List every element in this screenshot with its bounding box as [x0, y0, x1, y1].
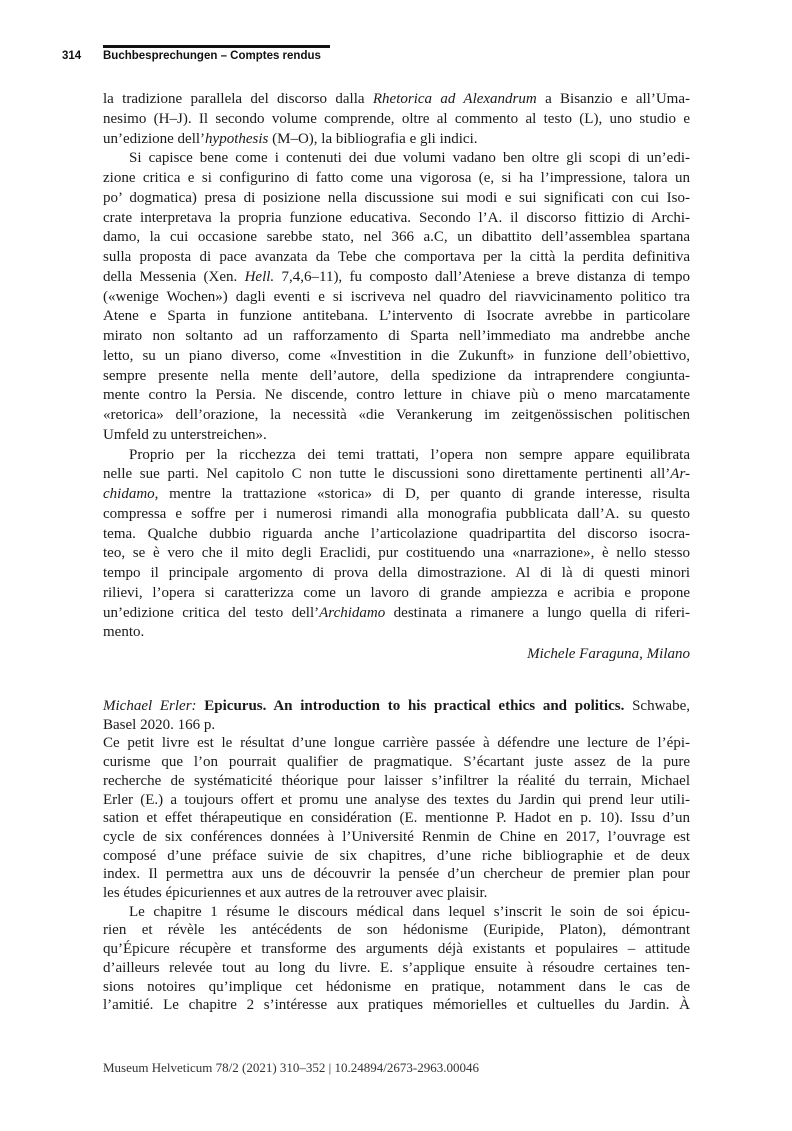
text-run: Umfeld zu unterstreichen».: [103, 426, 267, 443]
text-run: recherche de systématicité théorique pour laisser s’infiltrer la réalité du terrain, Michael: [103, 772, 690, 789]
text-run: a Bisanzio e all’Uma-: [536, 91, 690, 107]
text-run: («wenige Wochen») dagli eventi e si iscriveva nel quadro del riavvicinamento politico tra: [103, 288, 690, 305]
text-line: [103, 327, 690, 347]
text-line: [103, 716, 690, 735]
text-line: [103, 386, 690, 406]
text-line: [103, 485, 690, 505]
section-title: Buchbesprechungen – Comptes rendus: [103, 50, 321, 62]
text-run: po’ dogmatica) presa di posizione nella discussione sui modi e sui significati con cui Iso-: [103, 189, 690, 206]
bold-title: Epicurus. An introduction to his practical ethics and politics.: [204, 698, 625, 714]
text-run: Le chapitre 1 résume le discours médical dans lequel s’inscrit le soin de soi épicu-: [129, 903, 690, 920]
text-line: [103, 978, 690, 997]
italic-text: hypothesis: [205, 130, 269, 147]
text-run: Schwabe,: [624, 698, 690, 714]
text-line: [103, 921, 690, 940]
text-run: sempre presente nella mente dell’autore, della spedizione da intraprendere congiunta-: [103, 367, 690, 384]
text-line: [103, 209, 690, 229]
text-run: Proprio per la ricchezza dei temi trattati, l’opera non sempre appare equilibrata: [129, 446, 690, 463]
italic-text: Hell.: [244, 268, 275, 285]
text-line: [103, 149, 690, 169]
text-line: [103, 248, 690, 268]
italic-text: Rhetorica ad Alexandrum: [372, 91, 537, 107]
text-line: [103, 347, 690, 367]
text-run: (M–O), la bibliografia e gli indici.: [268, 130, 478, 147]
text-run: sation et effet thérapeutique en considération (E. mentionne P. Hadot en p. 10). Issu d’un: [103, 810, 690, 827]
text-line: [103, 406, 690, 426]
text-run: tema. Qualche dubbio riguarda anche l’articolazione quadripartita del discorso isocra-: [103, 525, 690, 542]
text-run: tempo il principale argomento di prova della dimostrazione. Al di là di questi minori: [103, 565, 690, 581]
text-line: [103, 564, 690, 584]
text-run: nelle sue parti. Nel capitolo C non tutte le discussioni sono direttamente pertinenti all’: [103, 466, 671, 483]
paragraph: [103, 149, 690, 445]
text-line: [103, 623, 690, 643]
text-line: [103, 90, 690, 110]
text-run: la tradizione parallela del discorso dalla: [103, 91, 373, 107]
text-run: rilievi, l’opera si caratterizza come un lavoro di grande ampiezza e acribia e propone: [103, 584, 690, 601]
text-line: [103, 847, 690, 866]
text-run: index. Il permettra aux uns de découvrir la pensée d’un chercheur de premier plan pour: [103, 866, 690, 883]
italic-text: Archidamo: [319, 604, 386, 621]
text-line: [103, 130, 690, 150]
text-line: [103, 865, 690, 884]
review-faraguna: [103, 90, 690, 665]
text-run: Ce petit livre est le résultat d’une longue carrière passée à défendre une lecture de l’épi-: [103, 735, 690, 752]
review-erler: [103, 697, 690, 1015]
text-run: mente contro la Persia. Ne discende, contro letture in chiave più o meno marcatamente: [103, 387, 690, 404]
text-line: [103, 584, 690, 604]
text-line: [103, 525, 690, 545]
text-run: curisme que l’on pourrait qualifier de pragmatique. S’écartant juste assez de la pure: [103, 754, 690, 771]
text-line: [103, 903, 690, 922]
text-run: Erler (E.) a toujours offert et promu une analyse des textes du Jardin qui prend leur utili-: [103, 791, 690, 808]
text-line: [103, 884, 690, 903]
text-run: 7,4,6–11), fu composto dall’Ateniese a breve distanza di tempo: [274, 268, 690, 285]
header-rule: [103, 45, 330, 48]
text-line: [103, 268, 690, 288]
text-run: crate interpretava la propria funzione educativa. Secondo l’A. il discorso fittizio di Archi-: [103, 209, 690, 226]
italic-text: Michael Erler:: [103, 698, 197, 714]
paragraph: [103, 697, 690, 734]
text-line: [103, 446, 690, 466]
page-number: 314: [62, 50, 82, 62]
text-run: les études épicuriennes et aux autres de la retrouver avec plaisir.: [103, 885, 488, 902]
text-run: mento.: [103, 624, 145, 641]
text-line: [103, 110, 690, 130]
text-line: [103, 367, 690, 387]
text-line: [103, 228, 690, 248]
paragraph: [103, 90, 690, 149]
text-run: rien et révèle les antécédents de son hédonisme (Euripide, Platon), démontrant: [103, 922, 690, 939]
text-run: destinata a rimanere a lungo quella di riferi-: [385, 604, 691, 621]
text-line: [103, 753, 690, 772]
text-run: cycle de six conférences données à l’Université Renmin de Chine en 2017, l’ouvrage est: [103, 828, 690, 845]
italic-text: chidamo: [103, 486, 155, 502]
text-line: [103, 996, 690, 1015]
text-line: [103, 544, 690, 564]
text-run: sions notoires qu’implique cet hédonisme en pratique, notamment dans le cas de: [103, 978, 690, 995]
text-run: compressa e soffre per i numerosi rimandi alla monografia pubblicata dall’A. su questo: [103, 505, 690, 522]
text-run: l’amitié. Le chapitre 2 s’intéresse aux pratiques mémorielles et cultuelles du Jardin. À: [103, 997, 690, 1014]
text-line: [103, 307, 690, 327]
text-run: Si capisce bene come i contenuti dei due volumi vadano ben oltre gli scopi di un’edi-: [129, 150, 690, 167]
text-run: d’ailleurs relevée tout au long du livre. E. s’applique ensuite à résoudre certaines ten-: [103, 959, 690, 976]
text-line: [103, 604, 690, 624]
text-run: Basel 2020. 166 p.: [103, 716, 216, 733]
text-line: [103, 189, 690, 209]
text-run: mirato non soltanto ad un rafforzamento di Sparta nell’immediato ma andrebbe anche: [103, 328, 690, 344]
text-run: un’edizione dell’: [103, 130, 206, 147]
text-run: un’edizione critica del testo dell’: [103, 604, 320, 621]
text-line: [103, 288, 690, 308]
text-line: [103, 940, 690, 959]
running-header: [62, 50, 321, 62]
text-line: [103, 734, 690, 753]
paragraph: [103, 903, 690, 1015]
text-line: [103, 809, 690, 828]
paragraph: [103, 446, 690, 644]
text-run: , mentre la trattazione «storica» di D, per quanto di grande interesse, risulta: [154, 486, 690, 502]
text-line: [103, 465, 690, 485]
text-line: [103, 426, 690, 446]
italic-text: Ar-: [670, 466, 690, 483]
paragraph: [103, 734, 690, 902]
text-run: della Messenia (Xen.: [103, 268, 245, 285]
text-line: [103, 505, 690, 525]
text-run: «retorica» dell’orazione, la necessità «die Verankerung im zeitgenössischen politischen: [103, 407, 690, 423]
text-line: [103, 697, 690, 716]
text-run: letto, su un piano diverso, come «Investition in die Zukunft» in funzione dell’obiettivo,: [103, 347, 690, 364]
text-line: [103, 169, 690, 189]
text-line: [103, 791, 690, 810]
reviewer-signature: Michele Faraguna, Milano: [527, 646, 690, 662]
text-run: composé d’une préface suivie de six chapitres, d’une riche bibliographie et de deux: [103, 847, 690, 864]
text-run: Atene e Sparta in funzione antitebana. L’intervento di Isocrate avrebbe in particolare: [103, 308, 690, 325]
text-run: nesimo (H–J). Il secondo volume comprende, oltre al commento al testo (L), uno studio e: [103, 110, 690, 127]
text-line: [103, 772, 690, 791]
text-run: teo, se è vero che il mito degli Eraclidi, pur costituendo una «narrazione», è nello stesso: [103, 545, 690, 562]
text-run: zione critica e si configurino di fatto come una vigorosa (e, si ha l’impressione, talora un: [103, 170, 690, 186]
text-run: sulla proposta di pace avanzata da Tebe che comportava per la città la perdita definitiva: [103, 249, 690, 265]
text-run: qu’Épicure récupère et transforme des arguments déjà existants et populaires – attitude: [103, 941, 690, 958]
page-footer: Museum Helveticum 78/2 (2021) 310–352 | 10.24894/2673-2963.00046: [103, 1060, 479, 1075]
text-line: [103, 828, 690, 847]
text-run: damo, la cui occasione sarebbe stato, nel 366 a.C, un dibattito dell’assemblea spartana: [103, 229, 690, 246]
text-line: [103, 959, 690, 978]
